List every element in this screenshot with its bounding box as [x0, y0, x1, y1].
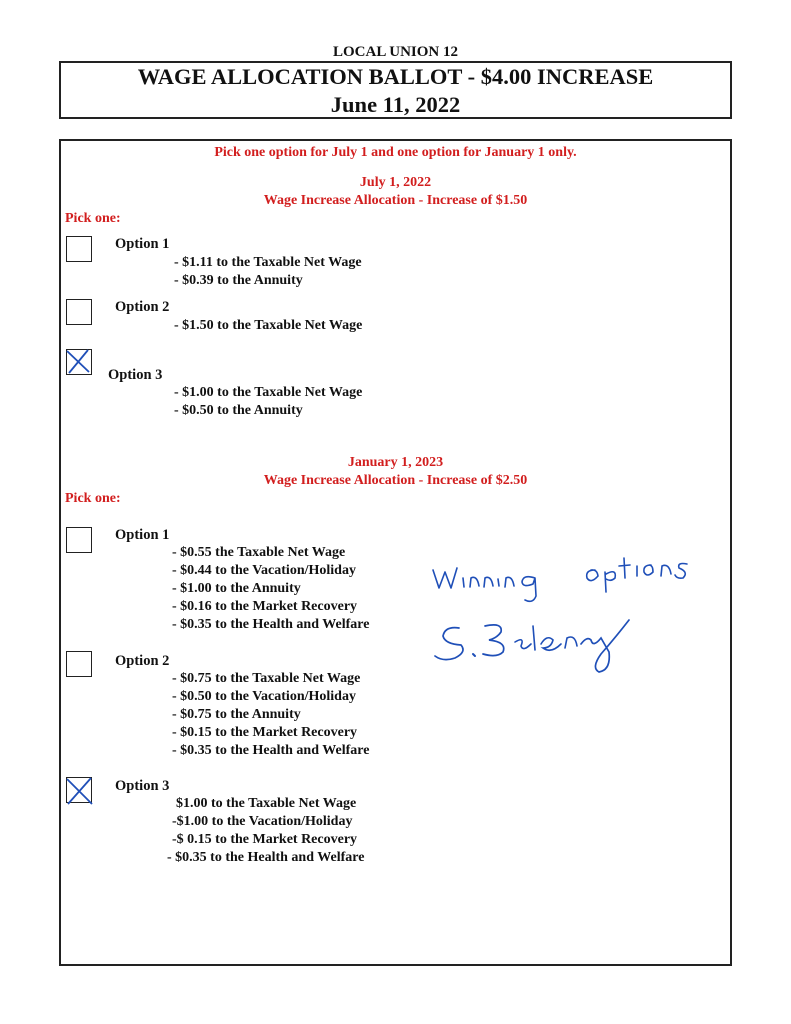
january-option-1-item: - $0.16 to the Market Recovery: [172, 599, 358, 614]
january-option-3-item: $1.00 to the Taxable Net Wage: [176, 796, 357, 811]
january-option-2-label: Option 2: [115, 653, 170, 669]
january-date: January 1, 2023: [347, 455, 444, 470]
january-option-3-label: Option 3: [115, 778, 170, 794]
july-option-2-item: - $1.50 to the Taxable Net Wage: [174, 318, 363, 333]
instruction-text: Pick one option for July 1 and one option for January 1 only.: [214, 145, 577, 160]
july-subtitle: Wage Increase Allocation - Increase of $1.50: [263, 193, 528, 208]
check-x-icon: [65, 776, 95, 806]
january-option-3-item: -$1.00 to the Vacation/Holiday: [172, 814, 353, 829]
january-pick-label: Pick one:: [65, 491, 121, 506]
january-option-1-label: Option 1: [115, 527, 170, 543]
january-option-2-item: - $0.75 to the Annuity: [172, 707, 301, 722]
january-subtitle: Wage Increase Allocation - Increase of $2.50: [263, 473, 528, 488]
january-option-2-item: - $0.35 to the Health and Welfare: [172, 743, 370, 758]
july-option-3-label: Option 3: [108, 367, 163, 383]
check-x-icon: [65, 348, 91, 374]
ballot-date: June 11, 2022: [330, 92, 461, 117]
july-date: July 1, 2022: [359, 175, 432, 190]
ballot-title: WAGE ALLOCATION BALLOT - $4.00 INCREASE: [137, 64, 654, 89]
january-option-2-item: - $0.15 to the Market Recovery: [172, 725, 358, 740]
july-option-1-label: Option 1: [115, 236, 170, 252]
july-option-2-label: Option 2: [115, 299, 170, 315]
january-option-1-item: - $0.55 the Taxable Net Wage: [172, 545, 346, 560]
january-option-1-item: - $0.35 to the Health and Welfare: [172, 617, 370, 632]
january-option-1-item: - $1.00 to the Annuity: [172, 581, 301, 596]
january-option-1-item: - $0.44 to the Vacation/Holiday: [172, 563, 356, 578]
january-option-3-item: -$ 0.15 to the Market Recovery: [172, 832, 358, 847]
january-option-3-item: - $0.35 to the Health and Welfare: [167, 850, 365, 865]
january-option-2-item: - $0.75 to the Taxable Net Wage: [172, 671, 361, 686]
january-option-3-checkbox[interactable]: [66, 777, 92, 803]
july-option-3-checkbox[interactable]: [66, 349, 92, 375]
january-option-2-item: - $0.50 to the Vacation/Holiday: [172, 689, 356, 704]
july-option-3-item: - $1.00 to the Taxable Net Wage: [174, 385, 363, 400]
july-option-3-item: - $0.50 to the Annuity: [174, 403, 303, 418]
july-option-1-item: - $1.11 to the Taxable Net Wage: [174, 255, 362, 270]
january-option-1-checkbox[interactable]: [66, 527, 92, 553]
union-name: LOCAL UNION 12: [332, 44, 459, 60]
july-option-1-item: - $0.39 to the Annuity: [174, 273, 303, 288]
july-option-1-checkbox[interactable]: [66, 236, 92, 262]
january-option-2-checkbox[interactable]: [66, 651, 92, 677]
july-option-2-checkbox[interactable]: [66, 299, 92, 325]
handwritten-annotation: [425, 548, 695, 678]
july-pick-label: Pick one:: [65, 211, 121, 226]
